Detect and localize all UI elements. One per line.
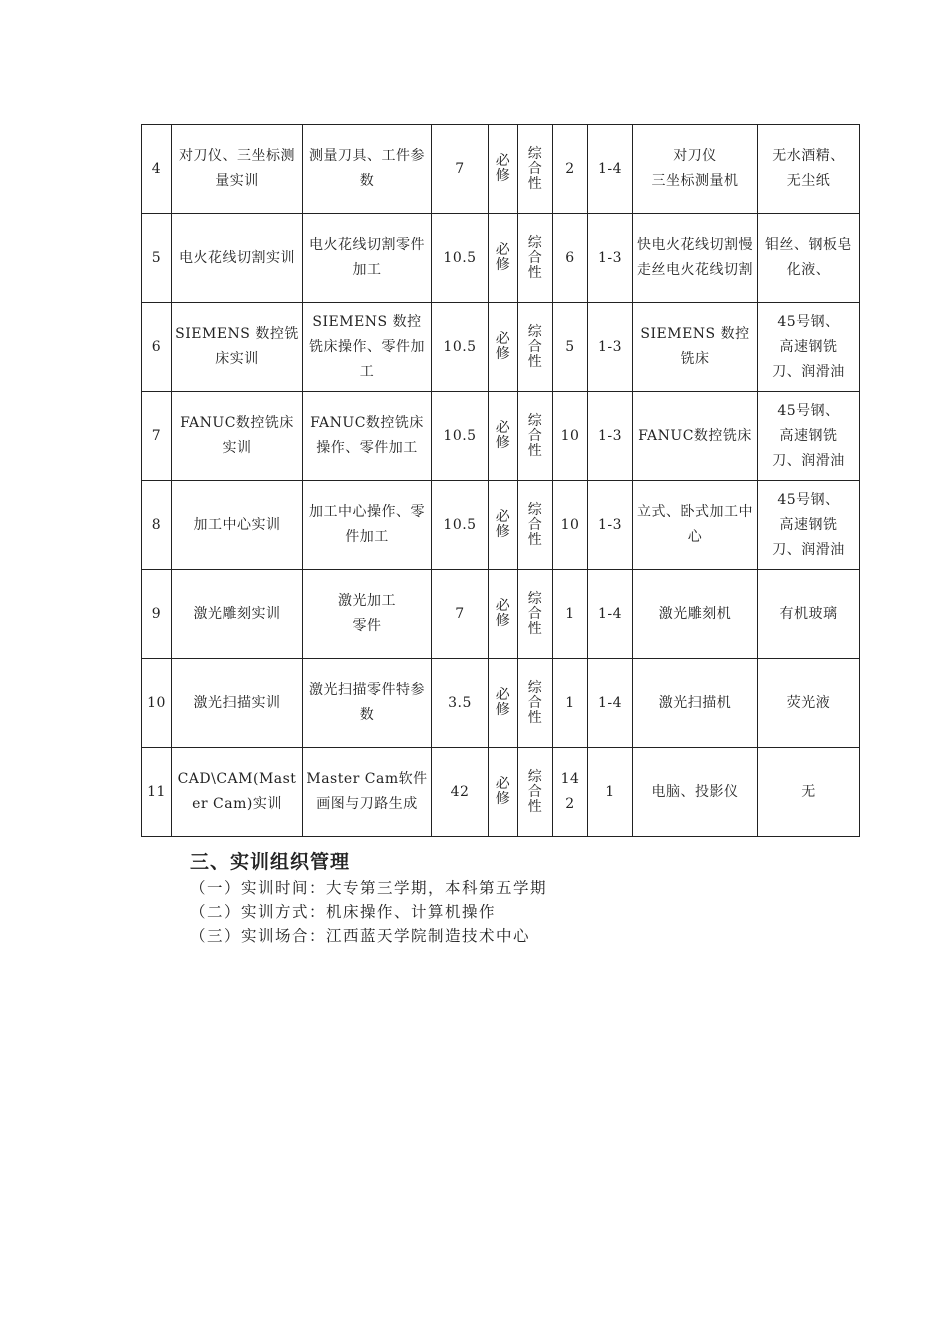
cell-people-per-group: 1-3 bbox=[588, 392, 633, 481]
cell-index: 6 bbox=[142, 303, 172, 392]
cell-type: 综 合 性 bbox=[518, 303, 553, 392]
cell-equipment: 立式、卧式加工中心 bbox=[633, 481, 758, 570]
cell-equipment: 激光扫描机 bbox=[633, 659, 758, 748]
cell-content: Master Cam软件画图与刀路生成 bbox=[303, 748, 432, 837]
cell-requirement: 必 修 bbox=[489, 570, 518, 659]
cell-training-name: SIEMENS 数控铣床实训 bbox=[172, 303, 303, 392]
cell-hours: 3.5 bbox=[432, 659, 489, 748]
cell-equipment: 快电火花线切割慢走丝电火花线切割 bbox=[633, 214, 758, 303]
cell-groups: 6 bbox=[553, 214, 588, 303]
cell-groups: 142 bbox=[553, 748, 588, 837]
cell-requirement: 必 修 bbox=[489, 748, 518, 837]
cell-type: 综 合 性 bbox=[518, 570, 553, 659]
cell-equipment: SIEMENS 数控铣床 bbox=[633, 303, 758, 392]
cell-equipment: FANUC数控铣床 bbox=[633, 392, 758, 481]
cell-people-per-group: 1-3 bbox=[588, 214, 633, 303]
cell-people-per-group: 1-3 bbox=[588, 303, 633, 392]
cell-requirement: 必 修 bbox=[489, 214, 518, 303]
table-row bbox=[142, 214, 860, 303]
table-row bbox=[142, 392, 860, 481]
cell-index: 9 bbox=[142, 570, 172, 659]
cell-groups: 10 bbox=[553, 481, 588, 570]
cell-requirement: 必 修 bbox=[489, 659, 518, 748]
cell-training-name: 对刀仪、三坐标测量实训 bbox=[172, 125, 303, 214]
section-line-method: （二）实训方式：机床操作、计算机操作 bbox=[190, 903, 497, 921]
table-row bbox=[142, 748, 860, 837]
training-table bbox=[141, 124, 860, 837]
cell-training-name: CAD\CAM(Master Cam)实训 bbox=[172, 748, 303, 837]
cell-content: SIEMENS 数控铣床操作、零件加工 bbox=[303, 303, 432, 392]
cell-people-per-group: 1 bbox=[588, 748, 633, 837]
cell-hours: 42 bbox=[432, 748, 489, 837]
cell-index: 5 bbox=[142, 214, 172, 303]
cell-requirement: 必 修 bbox=[489, 481, 518, 570]
cell-requirement: 必 修 bbox=[489, 392, 518, 481]
section-heading: 三、实训组织管理 bbox=[190, 851, 351, 873]
cell-groups: 5 bbox=[553, 303, 588, 392]
cell-hours: 10.5 bbox=[432, 303, 489, 392]
cell-training-name: 激光扫描实训 bbox=[172, 659, 303, 748]
section-line-place: （三）实训场合：江西蓝天学院制造技术中心 bbox=[190, 927, 531, 945]
cell-index: 10 bbox=[142, 659, 172, 748]
cell-equipment: 对刀仪 三坐标测量机 bbox=[633, 125, 758, 214]
cell-consumables: 45号钢、 高速钢铣 刀、润滑油 bbox=[758, 481, 860, 570]
table-row bbox=[142, 125, 860, 214]
cell-groups: 10 bbox=[553, 392, 588, 481]
cell-index: 8 bbox=[142, 481, 172, 570]
cell-content: 电火花线切割零件加工 bbox=[303, 214, 432, 303]
table-row bbox=[142, 570, 860, 659]
cell-type: 综 合 性 bbox=[518, 214, 553, 303]
cell-type: 综 合 性 bbox=[518, 481, 553, 570]
cell-content: FANUC数控铣床操作、零件加工 bbox=[303, 392, 432, 481]
cell-training-name: 激光雕刻实训 bbox=[172, 570, 303, 659]
cell-content: 激光扫描零件特参数 bbox=[303, 659, 432, 748]
cell-groups: 1 bbox=[553, 659, 588, 748]
cell-people-per-group: 1-4 bbox=[588, 659, 633, 748]
cell-people-per-group: 1-4 bbox=[588, 125, 633, 214]
cell-index: 7 bbox=[142, 392, 172, 481]
cell-requirement: 必 修 bbox=[489, 303, 518, 392]
cell-type: 综 合 性 bbox=[518, 125, 553, 214]
cell-requirement: 必 修 bbox=[489, 125, 518, 214]
table-row bbox=[142, 303, 860, 392]
cell-training-name: 加工中心实训 bbox=[172, 481, 303, 570]
cell-hours: 10.5 bbox=[432, 481, 489, 570]
cell-equipment: 激光雕刻机 bbox=[633, 570, 758, 659]
cell-content: 加工中心操作、零件加工 bbox=[303, 481, 432, 570]
cell-hours: 7 bbox=[432, 570, 489, 659]
cell-consumables: 无水酒精、 无尘纸 bbox=[758, 125, 860, 214]
cell-groups: 2 bbox=[553, 125, 588, 214]
cell-consumables: 45号钢、 高速钢铣 刀、润滑油 bbox=[758, 303, 860, 392]
table-row bbox=[142, 659, 860, 748]
cell-groups: 1 bbox=[553, 570, 588, 659]
cell-consumables: 有机玻璃 bbox=[758, 570, 860, 659]
cell-type: 综 合 性 bbox=[518, 748, 553, 837]
cell-index: 11 bbox=[142, 748, 172, 837]
cell-index: 4 bbox=[142, 125, 172, 214]
cell-consumables: 无 bbox=[758, 748, 860, 837]
cell-consumables: 荧光液 bbox=[758, 659, 860, 748]
cell-people-per-group: 1-4 bbox=[588, 570, 633, 659]
cell-type: 综 合 性 bbox=[518, 392, 553, 481]
cell-content: 激光加工 零件 bbox=[303, 570, 432, 659]
cell-consumables: 45号钢、 高速钢铣 刀、润滑油 bbox=[758, 392, 860, 481]
cell-content: 测量刀具、工件参数 bbox=[303, 125, 432, 214]
cell-hours: 10.5 bbox=[432, 214, 489, 303]
cell-people-per-group: 1-3 bbox=[588, 481, 633, 570]
cell-training-name: FANUC数控铣床实训 bbox=[172, 392, 303, 481]
table-row bbox=[142, 481, 860, 570]
cell-training-name: 电火花线切割实训 bbox=[172, 214, 303, 303]
cell-consumables: 钼丝、钢板皂化液、 bbox=[758, 214, 860, 303]
section-line-time: （一）实训时间：大专第三学期，本科第五学期 bbox=[190, 879, 548, 897]
cell-equipment: 电脑、投影仪 bbox=[633, 748, 758, 837]
table-body bbox=[142, 125, 860, 837]
cell-type: 综 合 性 bbox=[518, 659, 553, 748]
cell-hours: 10.5 bbox=[432, 392, 489, 481]
cell-hours: 7 bbox=[432, 125, 489, 214]
